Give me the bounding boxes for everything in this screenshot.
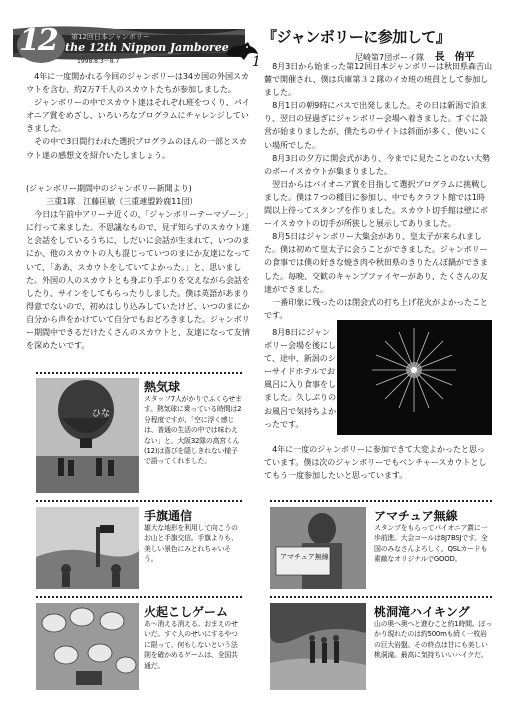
separator	[270, 500, 492, 502]
essay-paragraph: 翌日からはパイオニア賞を目指して選択プログラムに挑戦しました。僕は７つの種目に参加し、中でもクラフト館では1時間以上待ってスタンプを作りました。スカウト切手館は壁にボーイスカウトの切手が所狭しと展示してありました。	[264, 178, 488, 229]
program-title-semaphore: 手旗通信	[144, 509, 193, 523]
qsl-card-text: アマチュア無線	[280, 553, 329, 561]
program-title-radio: アマチュア無線	[374, 509, 458, 523]
intro-text	[26, 70, 252, 162]
intro-paragraph: その中で3日間行われた選択プログラムのほんの一部とスカウト達の感想文を紹介いたしましょう。	[26, 136, 247, 160]
program-title-fire: 火起こしゲーム	[144, 605, 229, 619]
essay-author-name: 長 侑平	[434, 52, 475, 63]
newspaper-paragraph: 今日は午前中アリーナ近くの、「ジャンボリーテーマゾーン」に行って来ました。不思議なもので、見ず知らずのスカウト達と会話をしているうちに、しだいに会話が生まれて、いつのまにか、他のスカウトの人も混じっていつのまにか友達になっていて、「ああ、スカウトをしていてよかった。」と、思いました。外国の人のスカウトとも身ぶり手ぶりを交えながら会話をしたり、サインをしてもらったりしました。僕は英語があまり得意でないので、初めはしり込みしていたけど、いつのまにか自分から声をかけていて自分でもおどろきました。ジャンボリー期間中できるだけたくさんのスカウトと、友達になって友情を深めたいです。	[26, 209, 250, 351]
newspaper-author: 三重1隊 江藤匡敏（三重連盟鈴鹿11団）	[46, 196, 198, 207]
separator	[36, 500, 242, 502]
essay-title: 『ジャンボリーに参加して』	[262, 28, 451, 46]
program-text-hiking: 山の奥へ奥へと進むこと約1時間。ぽっかり現れたのは約500mも続く一枚岩の巨大岩盤。その終点は甘にも美しい桃洞滝。最高に気持ちいいハイクだ。	[374, 620, 492, 660]
hiking-photo	[270, 603, 366, 690]
program-text-radio: スタンプをもらってパイオニア賞に一歩前進。大会コールは8J7BSJです。全国のみなさんよろしく。QSLカードも素敵なオリジナルでGOOD。	[374, 524, 488, 564]
program-title-balloon: 熱気球	[144, 380, 181, 394]
newspaper-excerpt	[26, 182, 252, 352]
essay-body-top	[264, 60, 492, 322]
essay-paragraph: 8月8日にジャンボリー会場を後にして、途中、新潟のシーサイドホテルでお風呂に入り食事をしました。久しぶりのお風呂で気持ちよかったです。	[264, 327, 336, 429]
essay-body-bottom	[264, 443, 492, 482]
semaphore-photo	[36, 507, 139, 589]
separator	[36, 372, 242, 374]
essay-paragraph: 一番印象に残ったのは閉会式の打ち上げ花火がよかったことです。	[264, 296, 488, 320]
essay-paragraph: 8月3日から始まった第12回日本ジャンボリーは秋田県森吉山麓で開催され、僕は兵庫第３２隊のイカ班の班員として参加しました。	[264, 61, 492, 98]
hot-air-balloon-photo	[36, 378, 139, 493]
newspaper-source: (ジャンボリー期間中のジャンボリー新聞より)	[26, 183, 192, 193]
separator	[270, 596, 492, 598]
essay-paragraph: 8月5日はジャンボリー大集会があり、皇太子が来られました。僕は初めて皇太子に会うことができました。ジャンボリーの食事では僕の好きな焼き肉や秋田県のきりたんぽ鍋ができました。毎晩、交歓のキャンプファイヤーがあり、たくさんの友達ができました。	[264, 231, 488, 294]
essay-paragraph: 8月3日の夕方に開会式があり、今までに見たことのない大勢のボーイスカウトが集まりました。	[264, 152, 491, 176]
fire-game-photo	[36, 603, 139, 690]
program-text-fire: あ〜消える消える。おまえのせいだ。すぐ人のせいにするやつに限って、何もしないという法則を確かめるゲームは、全国共通だ。	[144, 620, 238, 670]
separator	[36, 596, 242, 598]
essay-author-unit: 尼崎第7団ボーイ隊	[355, 53, 425, 62]
header-banner	[13, 23, 245, 65]
header-number: 12	[19, 23, 57, 58]
intro-paragraph: 4年に一度開かれる今回のジャンボリーは34カ国の外国スカウトを含む、約2万7千人のスカウトたちが参加しました。	[26, 71, 249, 95]
essay-paragraph: 8月1日の朝9時にバスで出発しました。その日は新潟で泊まり、翌日の昼過ぎにジャンボリー会場へ着きました。すぐに設営が始まりましたが、僕たちのサイトは斜面が多く、使いにくい場所でした。	[264, 100, 488, 150]
balloon-text: ひな	[92, 409, 111, 419]
program-title-hiking: 桃洞滝ハイキング	[374, 605, 470, 619]
ham-radio-photo	[270, 507, 366, 589]
intro-paragraph: ジャンボリーの中でスカウト達はそれぞれ班をつくり、パイオニア賞をめざし、いろいろなプログラムにチャレンジしていきました。	[26, 97, 250, 134]
fireworks-photo	[337, 320, 492, 435]
crow-icon	[222, 36, 262, 66]
essay-paragraph: 4年に一度のジャンボリーに参加できて大変よかったと思っています。僕は次のジャンボリーでもベンチャースカウトとしてもう一度参加したいと思っています。	[264, 444, 487, 481]
header-english-title: the 12th Nippon Jamboree	[65, 41, 229, 54]
program-text-balloon: スタッフ7人がかりでふくらせます。熱気球に乗っている時間は2分程度ですが、「空に浮く感じは、普通の生活の中では味わえない」と、大阪32隊の高宮くん(12)は喜びを隠しきれない様子で語ってくれました。	[144, 395, 242, 466]
essay-body-wrap	[264, 326, 336, 431]
svg-text:1: 1	[252, 54, 261, 66]
header-dates: 1998.8.3〜8.7	[77, 58, 120, 65]
header-japanese-title: 第12回日本ジャンボリー	[71, 33, 150, 41]
program-text-semaphore: 雄大な地形を利用して向こうのお山と手旗交信。手旗よりも、美しい景色にみとれちゃいそう。	[144, 524, 238, 564]
